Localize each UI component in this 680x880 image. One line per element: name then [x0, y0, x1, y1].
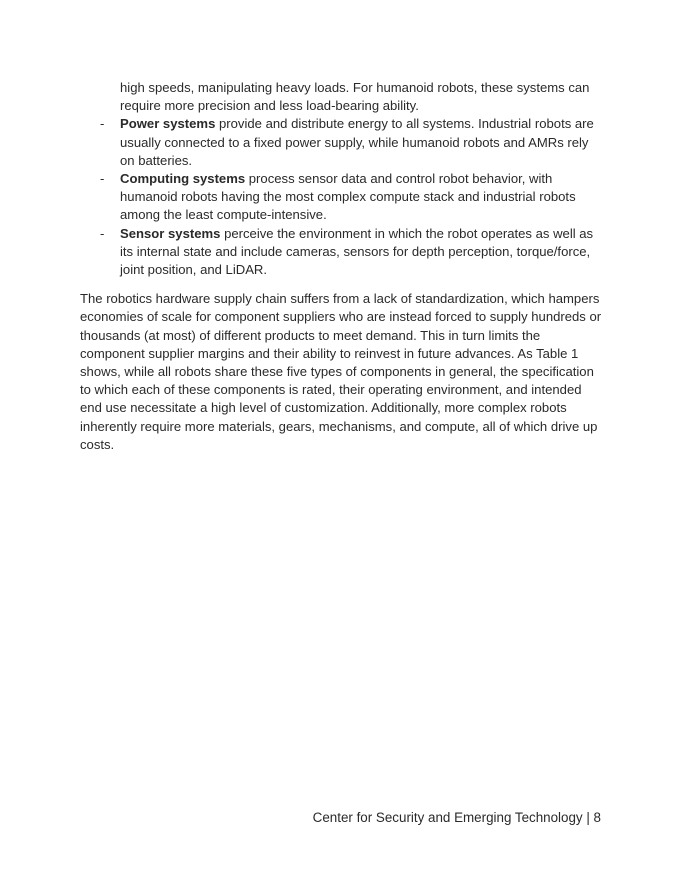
bullet-term: Computing systems	[120, 171, 246, 187]
list-item-power-systems	[80, 115, 602, 170]
continuation-text: high speeds, manipulating heavy loads. For humanoid robots, these systems can require more precision and less load-bearing ability.	[120, 80, 590, 114]
bullet-text: process sensor data and control robot behavior, with humanoid robots having the most complex compute stack and industrial robots among the least compute-intensive.	[120, 171, 576, 223]
footer-org: Center for Security and Emerging Technology	[312, 810, 583, 825]
bullet-term: Sensor systems	[120, 225, 221, 241]
component-systems-list	[80, 115, 602, 279]
body-paragraph: The robotics hardware supply chain suffers from a lack of standardization, which hampers economies of scale for component suppliers who are instead forced to supply hundreds or thousands (at most) of different products to meet demand. This in turn limits the component supplier margins and their ability to reinvest in future advances. As Table 1 shows, while all robots share these five types of components in general, the specification to which each of these components is rated, their operating environment, and intended end use necessitate a high level of customization. Additionally, more complex robots inherently require more materials, gears, mechanisms, and compute, all of which drive up costs.	[80, 291, 602, 452]
list-item-sensor-systems	[80, 225, 602, 280]
page-footer	[313, 809, 601, 827]
page-body	[80, 79, 602, 454]
bullet-dash: -	[100, 225, 105, 241]
bullet-text: perceive the environment in which the robot operates as well as its internal state and include cameras, sensors for depth perception, torque/force, joint position, and LiDAR.	[120, 225, 594, 278]
bullet-term: Power systems	[120, 116, 216, 132]
bullet-dash: -	[100, 116, 105, 132]
footer-separator: |	[582, 810, 594, 825]
bullet-text: provide and distribute energy to all systems. Industrial robots are usually connected to a fixed power supply, while humanoid robots and AMRs rely on batteries.	[120, 116, 594, 168]
page-number: 8	[593, 810, 601, 825]
bullet-dash: -	[100, 171, 105, 187]
list-item-computing-systems	[80, 170, 602, 225]
